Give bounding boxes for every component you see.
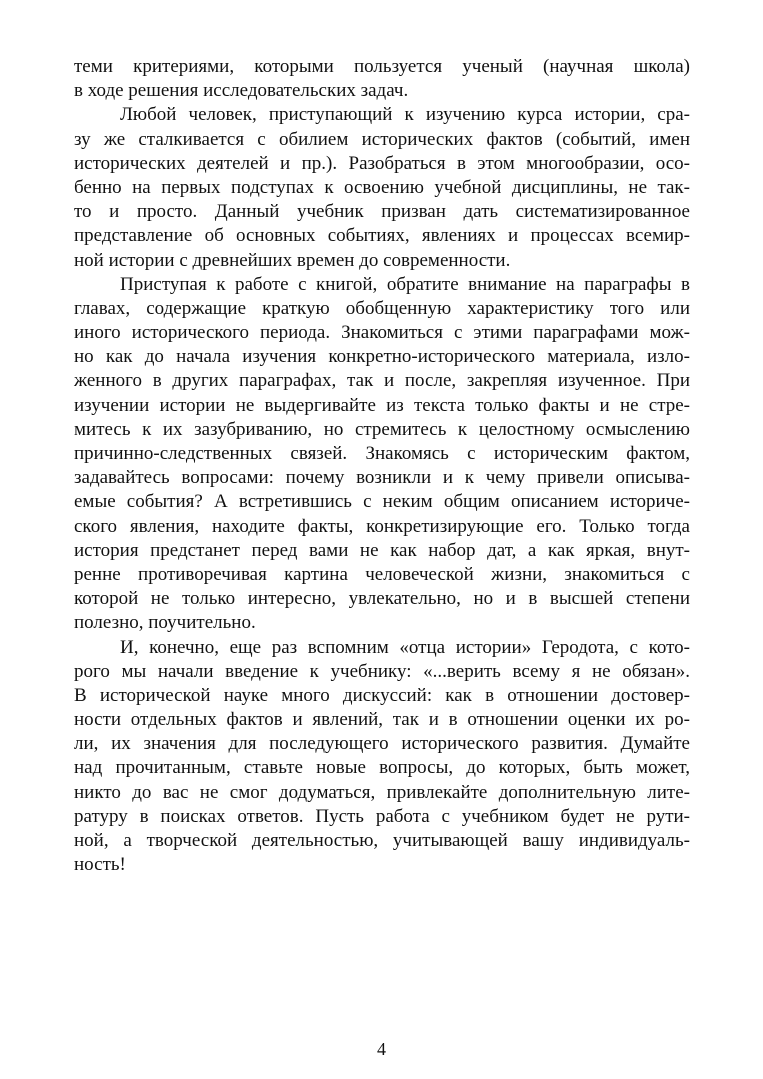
text-line: ского явления, находите факты, конкретизирующие его. Только тогда: [74, 515, 690, 537]
text-line: Приступая к работе с книгой, обратите внимание на параграфы в: [120, 273, 690, 295]
text-line: ной истории с древнейших времен до современности.: [74, 249, 511, 271]
text-line: И, конечно, еще раз вспомним «отца истории» Геродота, с кото-: [120, 636, 690, 658]
text-line: главах, содержащие краткую обобщенную характеристику того или: [74, 297, 690, 319]
text-line: ность!: [74, 854, 126, 876]
paragraph-1: [74, 55, 690, 103]
text-line: то и просто. Данный учебник призван дать систематизированное: [74, 201, 690, 223]
text-line: рого мы начали введение к учебнику: «...верить всему я не обязан».: [74, 660, 690, 682]
text-line: митесь к их зазубриванию, но стремитесь к целостному осмыслению: [74, 418, 690, 440]
text-line: но как до начала изучения конкретно-исторического материала, изло-: [74, 346, 690, 368]
text-line: бенно на первых подступах к освоению учебной дисциплины, не так-: [74, 176, 690, 198]
paragraph-3: [74, 273, 690, 636]
text-line: история предстанет перед вами не как набор дат, а как яркая, внут-: [74, 539, 690, 561]
text-line: над прочитанным, ставьте новые вопросы, до которых, быть может,: [74, 757, 690, 779]
text-line: Любой человек, приступающий к изучению курса истории, сра-: [120, 104, 690, 126]
text-line: исторических деятелей и пр.). Разобраться в этом многообразии, осо-: [74, 152, 690, 174]
text-line: ной, а творческой деятельностью, учитывающей вашу индивидуаль-: [74, 830, 690, 851]
text-line: которой не только интересно, увлекательно, но и в высшей степени: [74, 588, 690, 610]
text-line: ности отдельных фактов и явлений, так и в отношении оценки их ро-: [74, 709, 690, 731]
text-line: в ходе решения исследовательских задач.: [74, 80, 409, 102]
text-line: В исторической науке много дискуссий: как в отношении достовер-: [74, 684, 690, 706]
text-line: изучении истории не выдергивайте из текста только факты и не стре-: [74, 394, 690, 416]
text-line: ли, их значения для последующего исторического развития. Думайте: [74, 733, 690, 755]
text-line: никто до вас не смог додуматься, привлекайте дополнительную лите-: [74, 781, 690, 803]
text-line: емые события? А встретившись с неким общим описанием историче-: [74, 491, 690, 513]
text-line: представление об основных событиях, явлениях и процессах всемир-: [74, 225, 690, 247]
text-line: зу же сталкивается с обилием исторических фактов (событий, имен: [74, 128, 690, 150]
page-body: [74, 55, 690, 877]
text-line: задавайтесь вопросами: почему возникли и к чему привели описыва-: [74, 467, 690, 489]
text-line: причинно-следственных связей. Знакомясь с историческим фактом,: [74, 443, 690, 464]
paragraph-4: [74, 636, 690, 878]
text-line: женного в других параграфах, так и после, закрепляя изученное. При: [74, 370, 690, 392]
text-line: иного исторического периода. Знакомиться с этими параграфами мож-: [74, 322, 690, 344]
page-number: 4: [377, 1039, 386, 1059]
text-line: ратуру в поисках ответов. Пусть работа с учебником будет не рути-: [74, 805, 690, 827]
text-line: полезно, поучительно.: [74, 612, 256, 634]
text-line: теми критериями, которыми пользуется ученый (научная школа): [74, 56, 690, 77]
paragraph-2: [74, 103, 690, 272]
text-line: ренне противоречивая картина человеческой жизни, знакомиться с: [74, 563, 690, 585]
